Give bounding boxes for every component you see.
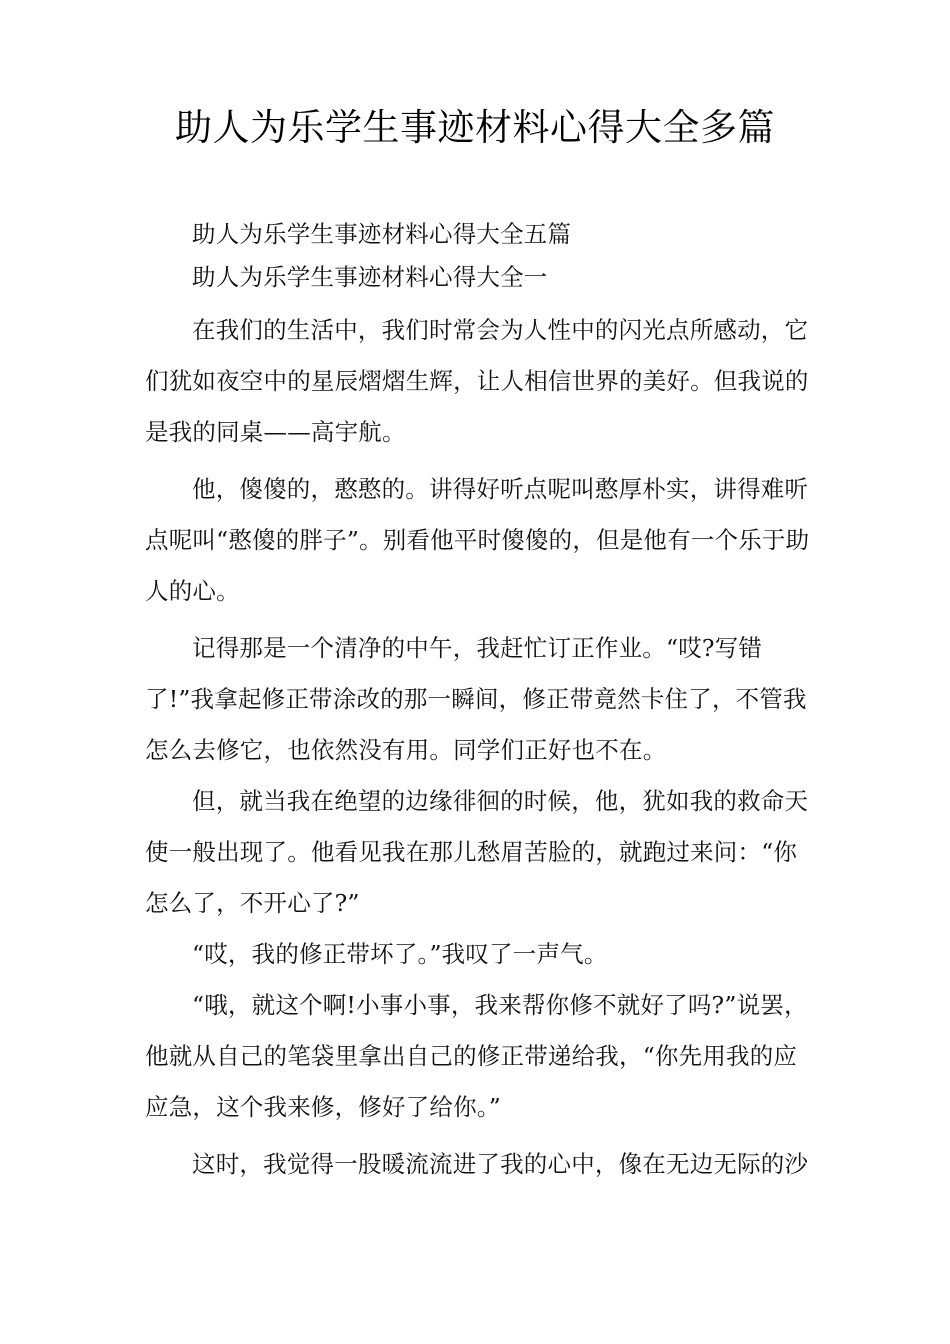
paragraph: 在我们的生活中，我们时常会为人性中的闪光点所感动，它们犹如夜空中的星辰熠熠生辉，让人相信世界的美好。但我说的是我的同桌——高宇航。 [145, 316, 809, 446]
paragraph: 这时，我觉得一股暖流流进了我的心中，像在无边无际的沙 [192, 1150, 809, 1178]
document-subtitle: 助人为乐学生事迹材料心得大全五篇 [192, 220, 572, 248]
paragraph: 他，傻傻的，憨憨的。讲得好听点呢叫憨厚朴实，讲得难听点呢叫“憨傻的胖子”。别看他平时傻傻的，但是他有一个乐于助人的心。 [145, 475, 810, 605]
paragraph: 记得那是一个清净的中午，我赶忙订正作业。“哎?写错了!”我拿起修正带涂改的那一瞬间，修正带竟然卡住了，不管我怎么去修它，也依然没有用。同学们正好也不在。 [145, 634, 807, 764]
document-title: 助人为乐学生事迹材料心得大全多篇 [175, 106, 775, 149]
document-body [145, 213, 815, 1190]
section-heading: 助人为乐学生事迹材料心得大全一 [192, 263, 548, 291]
paragraph: “哎，我的修正带坏了。”我叹了一声气。 [192, 940, 608, 968]
paragraph: “哦，就这个啊!小事小事，我来帮你修不就好了吗?”说罢，他就从自己的笔袋里拿出自己的修正带递给我，“你先用我的应应急，这个我来修，修好了给你。” [145, 991, 808, 1121]
paragraph: 但，就当我在绝望的边缘徘徊的时候，他，犹如我的救命天使一般出现了。他看见我在那儿愁眉苦脸的，就跑过来问：“你怎么了，不开心了?” [145, 787, 809, 917]
